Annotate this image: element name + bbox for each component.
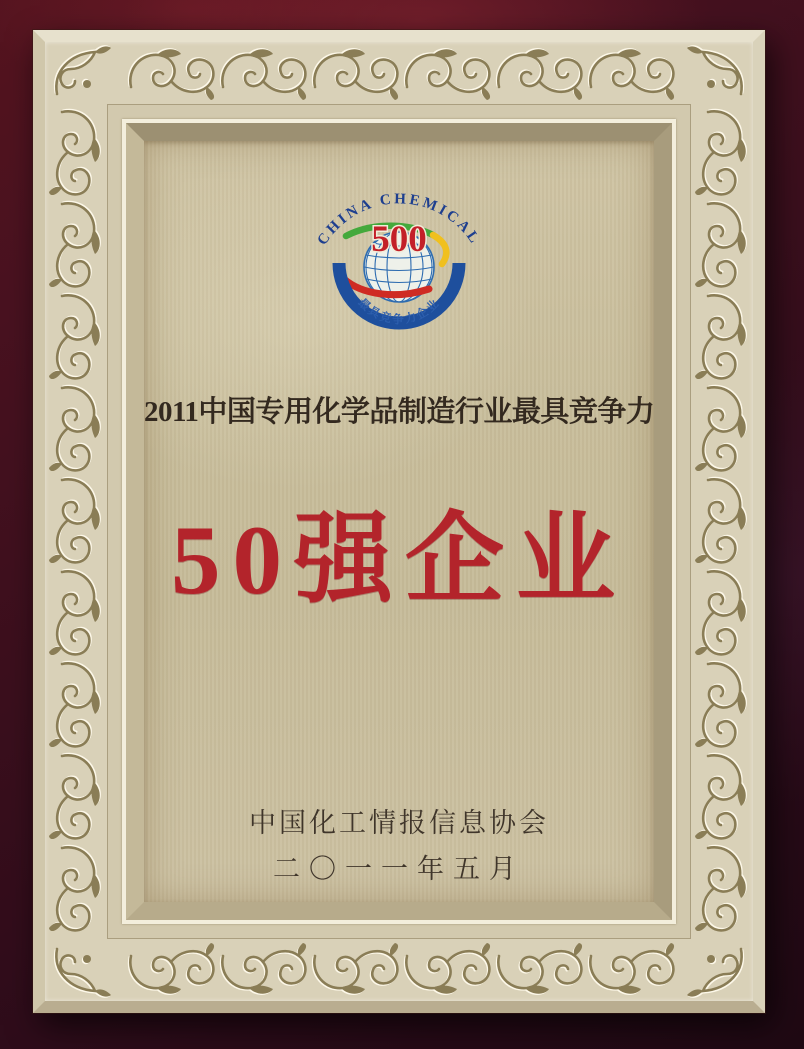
chemical500-logo: [299, 167, 499, 345]
plaque-issuer: 中国化工情报信息协会: [249, 808, 549, 838]
plaque-title: 2011中国专用化学品制造行业最具竞争力: [144, 396, 655, 428]
logo-arc-text: CHINA CHEMICAL: [314, 191, 484, 249]
plaque-date: 二〇一一年五月: [273, 854, 525, 884]
plaque-frame: [33, 30, 765, 1013]
orbit-yellow-icon: [433, 235, 446, 264]
plaque-headline: 50强企业: [171, 506, 627, 615]
plaque-plate: [144, 141, 654, 902]
logo-ribbon-text: 最具竞争力企业: [355, 296, 443, 326]
logo-500: 500: [371, 219, 427, 260]
